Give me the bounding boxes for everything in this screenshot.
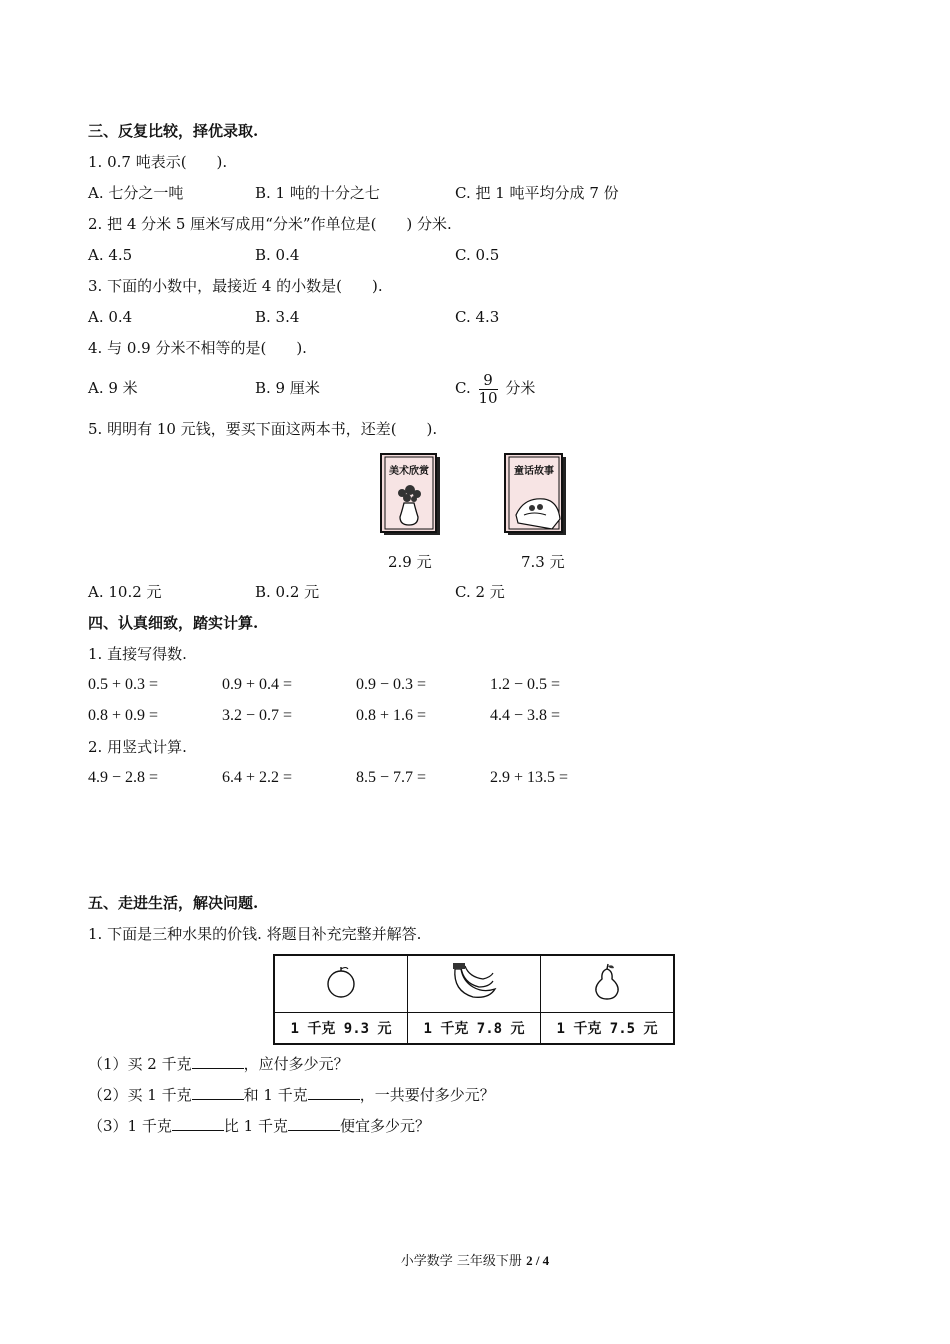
q4-text: 4. 与 0.9 分米不相等的是( ).: [88, 339, 307, 357]
calc-item: 2.9 + 13.5 =: [490, 769, 569, 786]
book2-title: 童话故事: [514, 466, 554, 477]
fraction: [479, 372, 498, 407]
calc-part2-label: 2. 用竖式计算.: [88, 738, 187, 756]
answer-blank[interactable]: [288, 1116, 340, 1131]
section-3-title: 三、反复比较，择优录取.: [88, 122, 259, 140]
fruit-price: 1 千克 7.8 元: [408, 1013, 541, 1045]
fruit-price: 1 千克 9.3 元: [274, 1013, 408, 1045]
q1-option-b: B. 1 吨的十分之七: [255, 184, 380, 202]
sub-question-3-part: 便宜多少元？: [339, 1117, 430, 1135]
fruit-problem-intro: 1. 下面是三种水果的价钱. 将题目补充完整并解答.: [88, 925, 422, 943]
calc-item: 1.2 − 0.5 =: [490, 676, 561, 693]
q1-option-a: A. 七分之一吨: [88, 184, 184, 202]
sub-question-2-part: （2）买 1 千克: [88, 1086, 192, 1104]
q5-option-c: C. 2 元: [455, 583, 505, 601]
q4-option-c-prefix: C.: [455, 379, 471, 397]
calc-item: 3.2 − 0.7 =: [222, 707, 293, 724]
calc-item: 4.4 − 3.8 =: [490, 707, 561, 724]
pear-icon: [592, 963, 622, 1001]
footer-text: 小学数学 三年级下册: [400, 1254, 527, 1269]
fruit-cell: [541, 955, 675, 1013]
sub-question-3: [88, 1116, 430, 1136]
q5-option-b: B. 0.2 元: [255, 583, 320, 601]
apple-icon: [324, 965, 358, 999]
calc-item: 0.9 − 0.3 =: [356, 676, 427, 693]
q4-option-a: A. 9 米: [88, 379, 138, 397]
q4-option-c-unit: 分米: [505, 379, 536, 397]
book1-price: 2.9 元: [388, 553, 432, 571]
fraction-numerator: 9: [479, 372, 498, 390]
sub-question-1-part: （1）买 2 千克: [88, 1055, 192, 1073]
q2-option-b: B. 0.4: [255, 246, 300, 264]
q5-option-a: A. 10.2 元: [88, 583, 162, 601]
sub-question-1-part: ，应付多少元？: [243, 1055, 349, 1073]
answer-blank[interactable]: [192, 1085, 244, 1100]
calc-item: 0.9 + 0.4 =: [222, 676, 293, 693]
section-5-title: 五、走进生活，解决问题.: [88, 894, 259, 912]
q3-option-c: C. 4.3: [455, 308, 500, 326]
answer-blank[interactable]: [192, 1054, 244, 1069]
q2-option-c: C. 0.5: [455, 246, 500, 264]
calc-item: 0.5 + 0.3 =: [88, 676, 159, 693]
book-story-image: [504, 453, 570, 541]
sub-question-2: [88, 1085, 495, 1105]
calc-item: 6.4 + 2.2 =: [222, 769, 293, 786]
answer-blank[interactable]: [308, 1085, 360, 1100]
q2-option-a: A. 4.5: [88, 246, 133, 264]
q3-option-b: B. 3.4: [255, 308, 300, 326]
sub-question-3-part: （3）1 千克: [88, 1117, 172, 1135]
sub-question-3-part: 比 1 千克: [223, 1117, 288, 1135]
q3-text: 3. 下面的小数中，最接近 4 的小数是( ).: [88, 277, 383, 295]
q1-text: 1. 0.7 吨表示( ).: [88, 153, 228, 171]
book1-title: 美术欣赏: [389, 466, 429, 477]
q5-text: 5. 明明有 10 元钱，要买下面这两本书，还差( ).: [88, 420, 438, 438]
q1-option-c: C. 把 1 吨平均分成 7 份: [455, 184, 619, 202]
page-number: 2 / 4: [526, 1253, 550, 1268]
section-4-title: 四、认真细致，踏实计算.: [88, 614, 259, 632]
calc-item: 0.8 + 1.6 =: [356, 707, 427, 724]
fruit-cell: [408, 955, 541, 1013]
q4-option-c: [455, 368, 535, 408]
banana-icon: [449, 961, 499, 1003]
page-footer: [0, 1250, 950, 1269]
q3-option-a: A. 0.4: [88, 308, 133, 326]
calc-item: 4.9 − 2.8 =: [88, 769, 159, 786]
sub-question-1: [88, 1054, 349, 1074]
calc-item: 8.5 − 7.7 =: [356, 769, 427, 786]
book2-price: 7.3 元: [521, 553, 565, 571]
q4-option-b: B. 9 厘米: [255, 379, 320, 397]
answer-blank[interactable]: [172, 1116, 224, 1131]
fruit-price-table: [273, 954, 675, 1045]
sub-question-2-part: 和 1 千克: [243, 1086, 308, 1104]
fruit-price: 1 千克 7.5 元: [541, 1013, 675, 1045]
fruit-cell: [274, 955, 408, 1013]
sub-question-2-part: ，一共要付多少元？: [359, 1086, 495, 1104]
fraction-denominator: 10: [478, 388, 498, 407]
calc-part1-label: 1. 直接写得数.: [88, 645, 187, 663]
book-art-image: [380, 453, 442, 541]
q2-text: 2. 把 4 分米 5 厘米写成用“分米”作单位是( ) 分米.: [88, 215, 452, 233]
calc-item: 0.8 + 0.9 =: [88, 707, 159, 724]
